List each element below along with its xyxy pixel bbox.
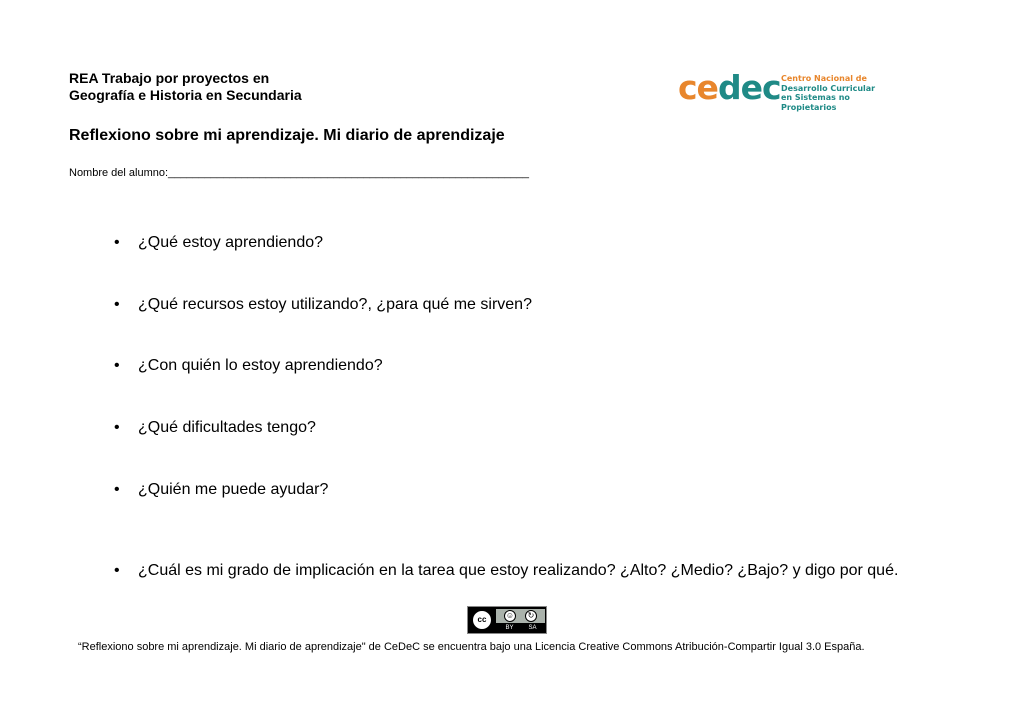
logo-text-line-2: Desarrollo Curricular	[781, 83, 876, 93]
header-line-1: REA Trabajo por proyectos en	[69, 70, 270, 86]
student-name-field: Nombre del alumno:___________________________________________________________	[69, 167, 529, 179]
cc-labels	[498, 624, 544, 632]
question-text: ¿Cuál es mi grado de implicación en la tarea que estoy realizando? ¿Alto? ¿Medio? ¿Bajo? y digo por qué.	[138, 562, 899, 579]
bullet: •	[114, 481, 120, 498]
question-item	[114, 561, 898, 580]
bullet: •	[114, 419, 120, 436]
bullet: •	[114, 234, 120, 251]
question-item	[114, 356, 383, 375]
bullet: •	[114, 562, 120, 579]
cedec-logo-text	[781, 74, 908, 112]
share-alike-icon: ↻	[525, 610, 537, 622]
question-text: ¿Qué dificultades tengo?	[138, 419, 316, 436]
question-item	[114, 295, 532, 314]
cc-label-sa: SA	[528, 625, 537, 631]
question-text: ¿Quién me puede ayudar?	[138, 481, 329, 498]
attribution-icon: ☺	[505, 611, 515, 620]
logo-text-line-3: en Sistemas no Propietarios	[781, 93, 850, 112]
cedec-logo-wordmark	[678, 68, 781, 108]
question-text: ¿Con quién lo estoy aprendiendo?	[138, 357, 383, 374]
cc-icon: cc	[471, 609, 493, 631]
logo-text-line-1: Centro Nacional de	[781, 74, 867, 83]
question-item	[114, 480, 328, 499]
section-title: Reflexiono sobre mi aprendizaje. Mi diario de aprendizaje	[69, 127, 505, 144]
question-item	[114, 233, 323, 252]
question-item	[114, 418, 316, 437]
question-text: ¿Qué estoy aprendiendo?	[138, 234, 324, 251]
cc-label-by: BY	[505, 625, 514, 631]
cedec-logo	[678, 68, 908, 112]
logo-word-part-2: dec	[717, 68, 781, 107]
logo-word-part-1: ce	[678, 68, 718, 107]
header-line-2: Geografía e Historia en Secundaria	[69, 87, 302, 103]
bullet: •	[114, 357, 120, 374]
creative-commons-badge	[467, 606, 547, 634]
document-header	[69, 70, 302, 104]
question-text: ¿Qué recursos estoy utilizando?, ¿para qué me sirven?	[138, 296, 532, 313]
bullet: •	[114, 296, 120, 313]
license-note: “Reflexiono sobre mi aprendizaje. Mi diario de aprendizaje" de CeDeC se encuentra bajo una Licencia Creative Commons Atribución-Compartir Igual 3.0 España.	[78, 641, 865, 653]
